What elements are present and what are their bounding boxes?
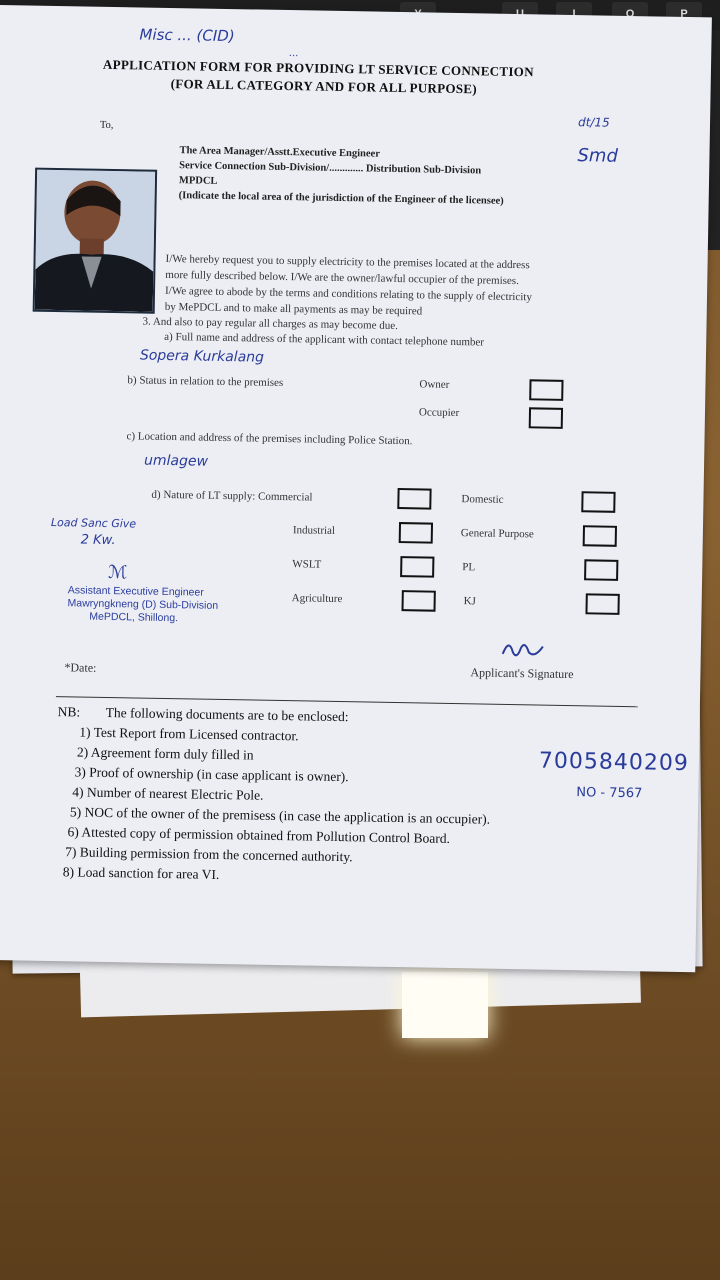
form-subtitle: (FOR ALL CATEGORY AND FOR ALL PURPOSE) bbox=[170, 75, 478, 97]
request-line-4: by MePDCL and to make all payments as may be required bbox=[164, 300, 423, 318]
stamp-line-3: MePDCL, Shillong. bbox=[89, 610, 179, 625]
document-item: 3) Proof of ownership (in case applicant is owner). bbox=[74, 764, 349, 785]
request-line-5: 3. And also to pay regular all charges as may become due. bbox=[142, 315, 399, 332]
document-item: 2) Agreement form duly filled in bbox=[76, 744, 254, 763]
to-label: To, bbox=[99, 119, 114, 131]
agriculture-checkbox[interactable] bbox=[401, 590, 435, 612]
keyboard-key: O bbox=[612, 2, 648, 26]
application-form bbox=[0, 5, 712, 972]
pl-label: PL bbox=[462, 561, 476, 574]
applicant-signature bbox=[499, 636, 548, 667]
date-label: *Date: bbox=[64, 660, 97, 675]
document-item: 8) Load sanction for area VI. bbox=[62, 864, 220, 882]
applicant-photo bbox=[33, 168, 157, 314]
stamp-line-2: Mawryngkneng (D) Sub-Division bbox=[67, 597, 219, 612]
request-line-1: I/We hereby request you to supply electricity to the premises located at the address bbox=[165, 252, 530, 272]
industrial-label: Industrial bbox=[292, 524, 336, 537]
form-title: APPLICATION FORM FOR PROVIDING LT SERVICE CONNECTION bbox=[102, 56, 534, 80]
domestic-label: Domestic bbox=[461, 493, 504, 506]
handwritten-stamp-signature: ℳ bbox=[107, 561, 128, 584]
industrial-checkbox[interactable] bbox=[399, 522, 433, 544]
handwritten-margin-note-2: Smd bbox=[577, 145, 619, 167]
kj-checkbox[interactable] bbox=[585, 593, 619, 615]
stamp-line-1: Assistant Executive Engineer bbox=[67, 584, 204, 599]
owner-label: Owner bbox=[419, 378, 450, 391]
location-label: c) Location and address of the premises including Police Station. bbox=[126, 430, 413, 448]
pl-checkbox[interactable] bbox=[584, 559, 618, 581]
signature-label: Applicant's Signature bbox=[470, 665, 574, 682]
handwritten-location: umlagew bbox=[143, 452, 209, 470]
keyboard-key: I bbox=[556, 2, 592, 26]
handwritten-phone-number: 7005840209 bbox=[538, 748, 690, 777]
document-item: 7) Building permission from the concerned authority. bbox=[65, 844, 353, 865]
handwritten-top-note: Misc ... (CID) bbox=[139, 25, 235, 46]
agriculture-label: Agriculture bbox=[291, 592, 343, 606]
official-stamp bbox=[67, 584, 218, 626]
request-line-6: a) Full name and address of the applicant with contact telephone number bbox=[164, 330, 485, 349]
nb-label: NB: bbox=[57, 704, 81, 720]
document-item: 1) Test Report from Licensed contractor. bbox=[79, 724, 299, 744]
address-line-1: The Area Manager/Asstt.Executive Engineer bbox=[179, 145, 381, 160]
handwritten-load-kw: 2 Kw. bbox=[80, 532, 116, 549]
handwritten-load-note: Load Sanc Give bbox=[50, 515, 137, 531]
request-line-3: I/We agree to abode by the terms and conditions relating to the supply of electricity bbox=[164, 284, 532, 304]
general-purpose-checkbox[interactable] bbox=[583, 525, 617, 547]
occupier-checkbox[interactable] bbox=[529, 407, 563, 429]
handwritten-pole-number: NO - 7567 bbox=[576, 785, 643, 802]
nb-intro: The following documents are to be enclosed: bbox=[105, 704, 349, 725]
address-line-3: MPDCL bbox=[178, 175, 218, 187]
domestic-checkbox[interactable] bbox=[581, 491, 615, 513]
wslt-checkbox[interactable] bbox=[400, 556, 434, 578]
commercial-checkbox[interactable] bbox=[397, 488, 431, 510]
kj-label: KJ bbox=[463, 595, 477, 608]
nature-label: d) Nature of LT supply: Commercial bbox=[151, 488, 313, 504]
document-item: 5) NOC of the owner of the premisess (in case the application is an occupier). bbox=[69, 804, 491, 827]
general-purpose-label: General Purpose bbox=[460, 527, 534, 541]
document-item: 6) Attested copy of permission obtained from Pollution Control Board. bbox=[67, 824, 451, 846]
status-label: b) Status in relation to the premises bbox=[127, 374, 284, 390]
handwritten-top-note-2: ... bbox=[289, 48, 299, 60]
light-reflection bbox=[402, 972, 488, 1038]
wslt-label: WSLT bbox=[292, 558, 322, 571]
handwritten-margin-note: dt/15 bbox=[577, 115, 610, 130]
request-line-2: more fully described below. I/We are the owner/lawful occupier of the premises. bbox=[165, 268, 520, 288]
address-line-4: (Indicate the local area of the jurisdiction of the Engineer of the licensee) bbox=[178, 190, 504, 207]
address-line-2: Service Connection Sub-Division/............. Distribution Sub-Division bbox=[179, 160, 482, 177]
document-item: 4) Number of nearest Electric Pole. bbox=[72, 784, 264, 803]
occupier-label: Occupier bbox=[418, 406, 460, 420]
owner-checkbox[interactable] bbox=[529, 379, 563, 401]
keyboard-key: P bbox=[666, 2, 702, 26]
handwritten-applicant-name: Sopera Kurkalang bbox=[139, 347, 265, 366]
